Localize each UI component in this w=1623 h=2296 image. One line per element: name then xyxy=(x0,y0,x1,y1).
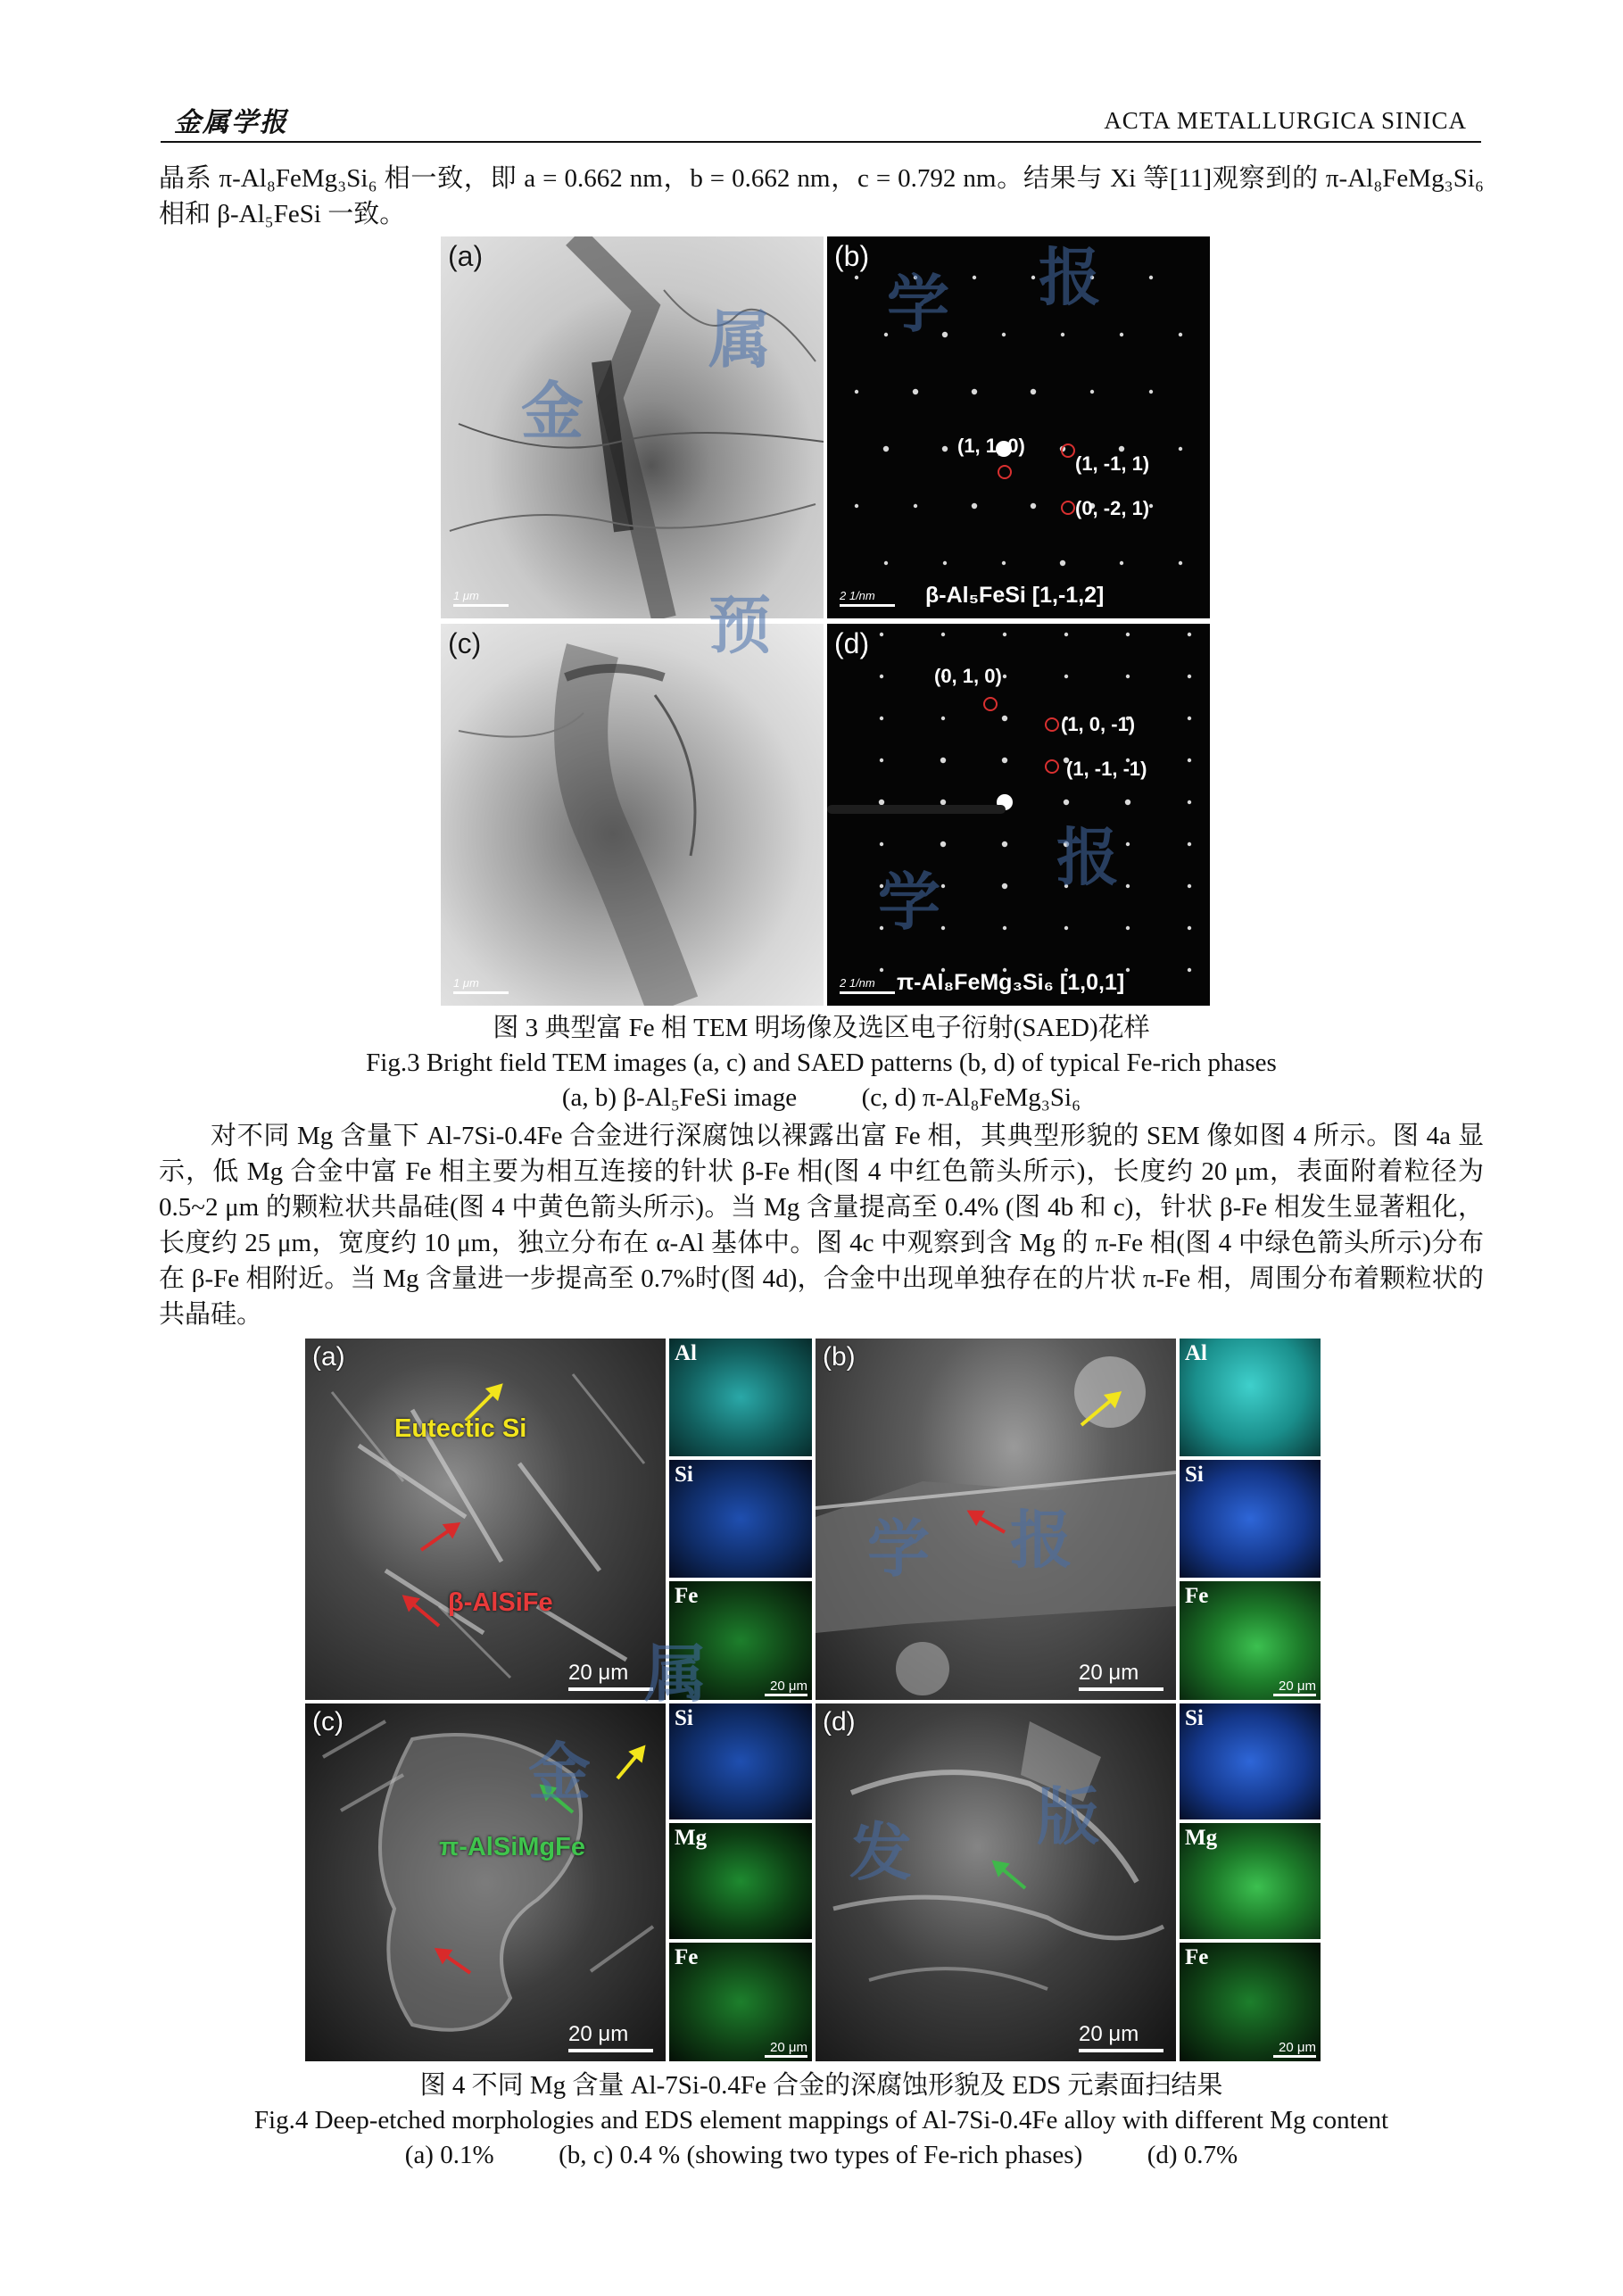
watermark-char: 属 xyxy=(708,303,771,377)
diffraction-spot xyxy=(972,503,977,509)
scale-label: 1 μm xyxy=(453,976,479,990)
scale-label: 2 1/nm xyxy=(840,589,875,602)
diffraction-spot xyxy=(1064,675,1068,678)
diffraction-spot xyxy=(1188,800,1191,804)
diffraction-spot xyxy=(880,633,883,636)
diffraction-spot xyxy=(1188,675,1191,678)
scale-label: 20 μm xyxy=(1079,2022,1139,2046)
spot-index: (1, -1, 1) xyxy=(1075,452,1150,475)
beta-alsife-label: β-AlSiFe xyxy=(448,1588,553,1617)
diffraction-spot xyxy=(943,561,947,565)
fig4-panel-a xyxy=(305,1339,666,1700)
panel-letter: (a) xyxy=(312,1342,345,1372)
fig3-panel-b xyxy=(827,236,1210,618)
header-divider xyxy=(161,141,1481,143)
spot-marker xyxy=(983,697,998,711)
fig4-panel-d xyxy=(816,1703,1176,2061)
eds-map-si xyxy=(1180,1460,1321,1578)
watermark-char: 属 xyxy=(644,1637,707,1711)
intro-paragraph: 晶系 π-Al₈FeMg₃Si₆ 相一致，即 a = 0.662 nm，b = 0.662 nm，c = 0.792 nm。结果与 Xi 等[11]观察到的 π-Al₈FeMg₃Si₆ 相和 β-Al₅FeSi 一致。 xyxy=(159,164,1484,228)
diffraction-spot xyxy=(880,884,883,888)
diffraction-spot xyxy=(972,389,977,394)
diffraction-spot xyxy=(1064,926,1068,930)
element-label: Fe xyxy=(675,1584,699,1608)
fig3-caption-cn: 图 3 典型富 Fe 相 TEM 明场像及选区电子衍射(SAED)花样 xyxy=(493,1014,1150,1042)
saed-pattern xyxy=(827,624,1210,1006)
diffraction-spot xyxy=(1031,276,1035,279)
diffraction-spot xyxy=(914,276,917,279)
diffraction-spot xyxy=(1188,968,1191,972)
diffraction-spot xyxy=(1031,503,1036,509)
diffraction-spot xyxy=(1060,560,1065,566)
watermark-char: 报 xyxy=(1010,1503,1072,1577)
eds-map-fe xyxy=(1180,1943,1321,2061)
panel-letter: (c) xyxy=(448,627,482,659)
diffraction-spot xyxy=(1090,390,1094,394)
spot-index: (0, 1, 0) xyxy=(934,665,1002,687)
watermark-char: 学 xyxy=(878,865,940,939)
diffraction-spot xyxy=(1064,841,1069,847)
diffraction-spot xyxy=(1188,758,1191,762)
pi-alsimgfe-label: π-AlSiMgFe xyxy=(439,1833,585,1861)
diffraction-spot xyxy=(1120,561,1123,565)
diffraction-spot xyxy=(1126,968,1130,972)
diffraction-spot xyxy=(880,717,883,720)
element-label: Si xyxy=(1185,1706,1204,1730)
diffraction-spot xyxy=(1002,841,1007,847)
eds-map-mg xyxy=(669,1823,812,1939)
spot-marker xyxy=(1045,717,1059,732)
journal-title-cn: 金属学报 xyxy=(174,108,288,137)
diffraction-spot xyxy=(1002,333,1006,336)
fig3-panel-d xyxy=(827,624,1210,1006)
scale-bar xyxy=(1273,1678,1316,1696)
diffraction-spot xyxy=(880,968,883,972)
watermark-char: 版 xyxy=(1037,1779,1099,1853)
fig4-panel-b xyxy=(816,1339,1176,1700)
diffraction-spot xyxy=(1125,800,1130,805)
scale-bar xyxy=(1079,1661,1163,1691)
diffraction-spot xyxy=(914,504,917,508)
watermark-char: 报 xyxy=(1056,820,1119,894)
diffraction-spot xyxy=(1003,675,1006,678)
diffraction-spot xyxy=(884,561,888,565)
diffraction-spot xyxy=(1126,926,1130,930)
diffraction-spot xyxy=(1126,633,1130,636)
diffraction-spot xyxy=(1126,842,1130,846)
figure-4 xyxy=(305,1339,1321,2061)
diffraction-spot xyxy=(880,926,883,930)
diffraction-spot xyxy=(1188,926,1191,930)
watermark-char: 报 xyxy=(1039,240,1101,314)
scale-bar xyxy=(1079,2022,1163,2052)
sem-image xyxy=(816,1703,1176,2061)
diffraction-spot xyxy=(1002,758,1007,763)
diffraction-spot xyxy=(942,446,948,452)
eds-map-al xyxy=(1180,1339,1321,1456)
phase-label: π-Al₈FeMg₃Si₆ [1,0,1] xyxy=(897,970,1125,995)
panel-letter: (a) xyxy=(448,240,484,272)
panel-letter: (d) xyxy=(823,1707,856,1737)
diffraction-spot xyxy=(1179,561,1182,565)
diffraction-spot xyxy=(855,276,858,279)
scale-bar xyxy=(453,976,509,994)
diffraction-spot xyxy=(1119,446,1124,452)
spot-marker xyxy=(998,465,1012,479)
diffraction-spot xyxy=(1002,883,1007,889)
eds-map-fe xyxy=(669,1581,812,1700)
scale-label: 20 μm xyxy=(770,1678,807,1694)
tem-bright-field-image xyxy=(441,236,824,618)
scale-label: 1 μm xyxy=(453,589,479,602)
element-label: Fe xyxy=(1185,1584,1209,1608)
element-label: Mg xyxy=(1185,1826,1218,1850)
saed-pattern xyxy=(827,236,1210,618)
scale-label: 20 μm xyxy=(1079,1661,1139,1685)
scale-bar xyxy=(1273,2040,1316,2058)
journal-title-en: ACTA METALLURGICA SINICA xyxy=(1104,107,1467,134)
diffraction-spot xyxy=(884,333,888,336)
diffraction-spot xyxy=(1149,390,1153,394)
diffraction-spot xyxy=(1003,633,1006,636)
diffraction-spot xyxy=(855,504,858,508)
element-label: Si xyxy=(675,1463,693,1487)
fig4-caption-en: Fig.4 Deep-etched morphologies and EDS element mappings of Al-7Si-0.4Fe alloy with different Mg content xyxy=(253,2106,1389,2134)
watermark-char: 发 xyxy=(849,1815,912,1889)
spot-index: (1, 1, 0) xyxy=(957,435,1025,457)
diffraction-spot xyxy=(1149,276,1153,279)
figure-3 xyxy=(441,236,1210,1006)
fig4-caption-cn: 图 4 不同 Mg 含量 Al-7Si-0.4Fe 合金的深腐蚀形貌及 EDS 元素面扫结果 xyxy=(419,2071,1223,2100)
diffraction-spot xyxy=(1064,884,1068,888)
scale-bar xyxy=(765,2040,807,2058)
diffraction-spot xyxy=(941,633,945,636)
diffraction-spot xyxy=(1179,447,1182,451)
element-label: Al xyxy=(675,1341,697,1365)
element-label: Fe xyxy=(675,1945,699,1969)
element-label: Fe xyxy=(1185,1945,1209,1969)
sem-image xyxy=(305,1703,666,2061)
fig3-caption-sub: (a, b) β-Al₅FeSi image (c, d) π-Al₈FeMg₃Si₆ xyxy=(561,1083,1081,1112)
diffraction-spot xyxy=(1188,633,1191,636)
diffraction-spot xyxy=(1179,333,1182,336)
diffraction-spot xyxy=(855,390,858,394)
diffraction-spot xyxy=(1126,884,1130,888)
eutectic-si-label: Eutectic Si xyxy=(394,1414,527,1443)
scale-bar xyxy=(840,589,895,607)
fig4-caption-sub: (a) 0.1% (b, c) 0.4 % (showing two types of Fe-rich phases) (d) 0.7% xyxy=(404,2141,1238,2169)
panel-letter: (d) xyxy=(834,627,870,659)
diffraction-spot xyxy=(880,758,883,762)
eds-map-si xyxy=(669,1460,812,1578)
diffraction-spot xyxy=(1002,561,1006,565)
eds-map-mg xyxy=(1180,1823,1321,1939)
scale-label: 20 μm xyxy=(568,1661,629,1685)
diffraction-spot xyxy=(1064,633,1068,636)
diffraction-spot xyxy=(941,926,945,930)
fig4-panel-c xyxy=(305,1703,666,2061)
scale-bar xyxy=(453,589,509,607)
scale-label: 20 μm xyxy=(1279,2040,1316,2055)
diffraction-spot xyxy=(880,842,883,846)
scale-label: 20 μm xyxy=(1279,1678,1316,1694)
diffraction-spot xyxy=(1061,333,1064,336)
panel-letter: (b) xyxy=(834,240,870,272)
diffraction-spot xyxy=(1188,717,1191,720)
diffraction-spot xyxy=(940,758,946,763)
scale-bar xyxy=(568,1661,653,1691)
tem-bright-field-image xyxy=(441,624,824,1006)
diffraction-spot xyxy=(941,717,945,720)
diffraction-spot xyxy=(1120,333,1123,336)
diffraction-spot xyxy=(913,389,918,394)
diffraction-spot xyxy=(1002,716,1007,721)
watermark-char: 金 xyxy=(528,1735,591,1809)
diffraction-spot xyxy=(1090,276,1094,279)
fig3-caption-en: Fig.3 Bright field TEM images (a, c) and SAED patterns (b, d) of typical Fe-rich phases xyxy=(366,1049,1277,1077)
spot-index: (0, -2, 1) xyxy=(1075,497,1150,519)
eds-map-fe xyxy=(1180,1581,1321,1700)
spot-marker xyxy=(1061,443,1075,458)
watermark-char: 预 xyxy=(708,588,771,662)
diffraction-spot xyxy=(1149,504,1153,508)
scale-label: 20 μm xyxy=(770,2040,807,2055)
eds-map-fe xyxy=(669,1943,812,2061)
element-label: Al xyxy=(1185,1341,1207,1365)
diffraction-spot xyxy=(1031,389,1036,394)
diffraction-spot xyxy=(1188,842,1191,846)
fig3-panel-a xyxy=(441,236,824,618)
diffraction-spot xyxy=(1188,884,1191,888)
diffraction-spot xyxy=(973,276,976,279)
phase-label: β-Al₅FeSi [1,-1,2] xyxy=(925,583,1105,608)
spot-index: (1, 0, -1) xyxy=(1061,713,1136,735)
eds-map-si xyxy=(669,1703,812,1819)
watermark-char: 学 xyxy=(887,267,949,341)
panel-letter: (b) xyxy=(823,1342,856,1372)
scale-label: 20 μm xyxy=(568,2022,629,2046)
diffraction-spot xyxy=(1126,675,1130,678)
element-label: Si xyxy=(675,1706,693,1730)
diffraction-spot xyxy=(880,675,883,678)
beam-stop xyxy=(827,805,1006,814)
spot-marker xyxy=(1045,759,1059,774)
element-label: Si xyxy=(1185,1463,1204,1487)
diffraction-spot xyxy=(940,841,946,847)
element-label: Mg xyxy=(675,1826,708,1850)
scale-label: 2 1/nm xyxy=(840,976,875,990)
eds-map-al xyxy=(669,1339,812,1456)
diffraction-spot xyxy=(1003,926,1006,930)
watermark-char: 金 xyxy=(521,374,584,448)
fig3-panel-c xyxy=(441,624,824,1006)
eds-map-si xyxy=(1180,1703,1321,1819)
scale-bar xyxy=(568,2022,653,2052)
panel-letter: (c) xyxy=(312,1707,344,1737)
diffraction-spot xyxy=(883,446,889,452)
diffraction-spot xyxy=(942,332,948,337)
scale-bar xyxy=(840,976,895,994)
scale-bar xyxy=(765,1678,807,1696)
watermark-char: 学 xyxy=(867,1512,930,1586)
body-paragraph: 对不同 Mg 含量下 Al-7Si-0.4Fe 合金进行深腐蚀以裸露出富 Fe 相，其典型形貌的 SEM 像如图 4 所示。图 4a 显示，低 Mg 合金中富 Fe 相主要为相互连接的针状 β-Fe 相(图 4 中红色箭头所示)，长度约 20 μm，表面附着粒径为 0.5~2 μm 的颗粒状共晶硅(图 4 中黄色箭头所示)。当 Mg 含量提高至 0.4% (图 4b 和 c)，针状 β-Fe 相发生显著粗化，长度约 25 μm，宽度约 10 μm，独立分布在 α-Al 基体中。图 4c 中观察到含 Mg 的 π-Fe 相(图 4 中绿色箭头所示)分布在 β-Fe 相附近。当 Mg 含量进一步提高至 0.7%时(图 4d)，合金中出现单独存在的片状 π-Fe 相，周围分布着颗粒状的共晶硅。 xyxy=(159,1122,1484,1329)
diffraction-spot xyxy=(1064,800,1069,805)
spot-index: (1, -1, -1) xyxy=(1066,758,1147,780)
diffraction-spot xyxy=(941,884,945,888)
sem-image xyxy=(305,1339,666,1700)
spot-marker xyxy=(1061,501,1075,515)
